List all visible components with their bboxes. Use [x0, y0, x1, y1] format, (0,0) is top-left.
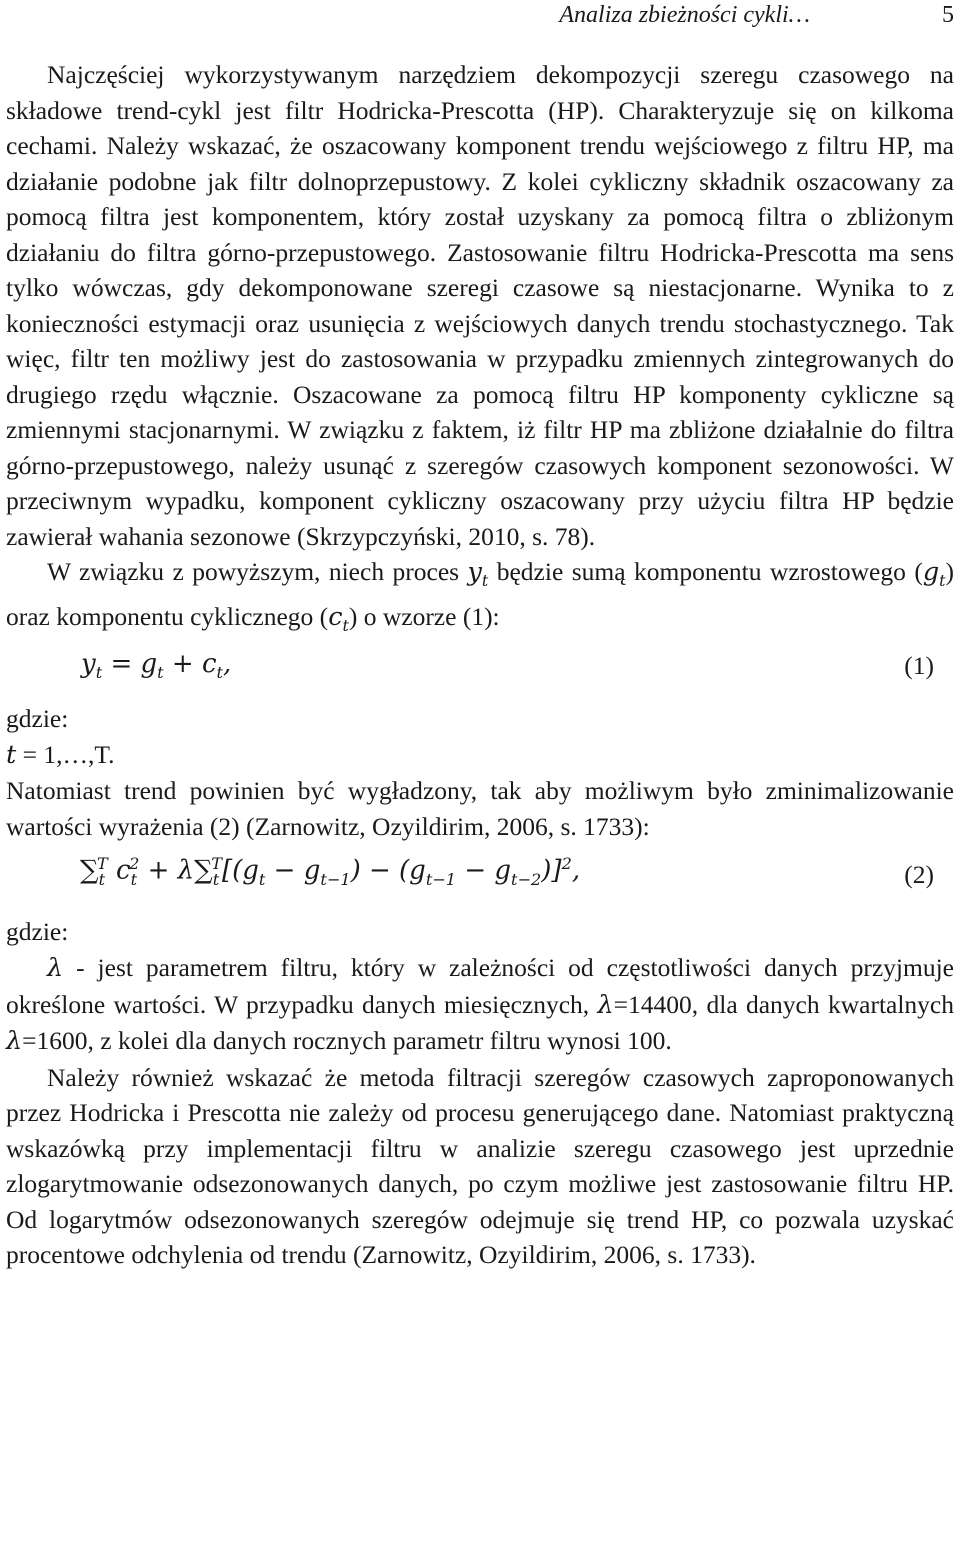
equation-1-label: (1)	[904, 651, 934, 681]
equation-2-body: $\sum_t^T$ $c_t^2 + \lambda\sum_t^T[(g_t - g_{t-1}) - (g_{t-1} - g_{t-2})]^2$,	[80, 854, 581, 890]
symbol-g-t: $g_t$	[922, 557, 946, 591]
symbol-c-t: $c_t$	[328, 601, 349, 635]
equation-1-body: $y_t = g_t + c_t$,	[81, 649, 232, 683]
paragraph-lambda: λ - jest parametrem filtru, który w zależności od częstotliwości danych przyjmuje określone wartości. W przypadku danych miesięcznych, λ=14400, dla danych kwartalnych λ=1600, z kolei dla danych rocznych parametr filtru wynosi 100.	[6, 953, 954, 1057]
page-number: 5	[942, 2, 954, 28]
paragraph-process-definition: W związku z powyższym, niech proces $y_t$ będzie sumą komponentu wzrostowego $(g_t)$ oraz komponentu cyklicznego $(c_t)$ o wzorze (1):	[6, 557, 955, 635]
where-label-1: gdzie:	[6, 704, 69, 734]
paragraph-hp-intro: Najczęściej wykorzystywanym narzędziem dekompozycji szeregu czasowego na składowe trend-cykl jest filtr Hodricka-Prescotta (HP). Charakteryzuje się on kilkoma cechami. Należy wskazać, że oszacowany komponent trendu wejściowego z filtru HP, ma działanie podobne jak filtr dolnoprzepustowy. Z kolei cykliczny składnik oszacowany za pomocą filtra jest komponentem, który został uzyskany za pomocą filtra o zbliżonym działaniu do filtra górno-przepustowego. Zastosowanie filtru Hodricka-Prescotta ma sens tylko wówczas, gdy dekomponowane szeregi czasowe są niestacjonarne. Wynika to z konieczności estymacji oraz usunięcia z wejściowych danych trendu stochastycznego. Tak więc, filtr ten możliwy jest do zastosowania w przypadku zmiennych zintegrowanych do drugiego rzędu włącznie. Oszacowane za pomocą filtru HP komponenty cykliczne są zmiennymi stacjonarnymi. W związku z faktem, iż filtr HP ma zbliżone działalnie do filtra górno-przepustowego, należy usunąć z szeregów czasowych komponent sezonowości. W przeciwnym wypadku, komponent cykliczny oszacowany przy użyciu filtra HP będzie zawierał wahania sezonowe (Skrzypczyński, 2010, s. 78).	[6, 60, 954, 551]
t-range: t = 1,…,T.	[6, 740, 115, 771]
page-header	[0, 2, 960, 32]
running-title: Analiza zbieżności cykli…	[559, 2, 810, 28]
equation-2-label: (2)	[904, 860, 934, 890]
page-body	[6, 57, 954, 1273]
equation-2	[6, 844, 954, 914]
where-label-2: gdzie:	[6, 917, 69, 947]
paragraph-implementation: Należy również wskazać że metoda filtracji szeregów czasowych zaproponowanych przez Hodricka i Prescotta nie zależy od procesu generującego dane. Natomiast praktyczną wskazówką przy implementacji filtru w analizie szeregu czasowego jest uprzednie zlogarytmowanie odsezonowanych danych, po czym możliwe jest zastosowanie filtru HP. Od logarytmów odsezonowanych szeregów odejmuje się trend HP, co pozwala uzyskać procentowe odchylenia od trendu (Zarnowitz, Ozyildirim, 2006, s. 1733).	[6, 1062, 954, 1270]
symbol-y-t: $y_t$	[467, 557, 489, 591]
equation-1	[6, 643, 954, 701]
paragraph-trend-smoothing: Natomiast trend powinien być wygładzony, tak aby możliwym było zminimalizowanie wartości wyrażenia (2) (Zarnowitz, Ozyildirim, 2006, s. 1733):	[6, 776, 954, 841]
